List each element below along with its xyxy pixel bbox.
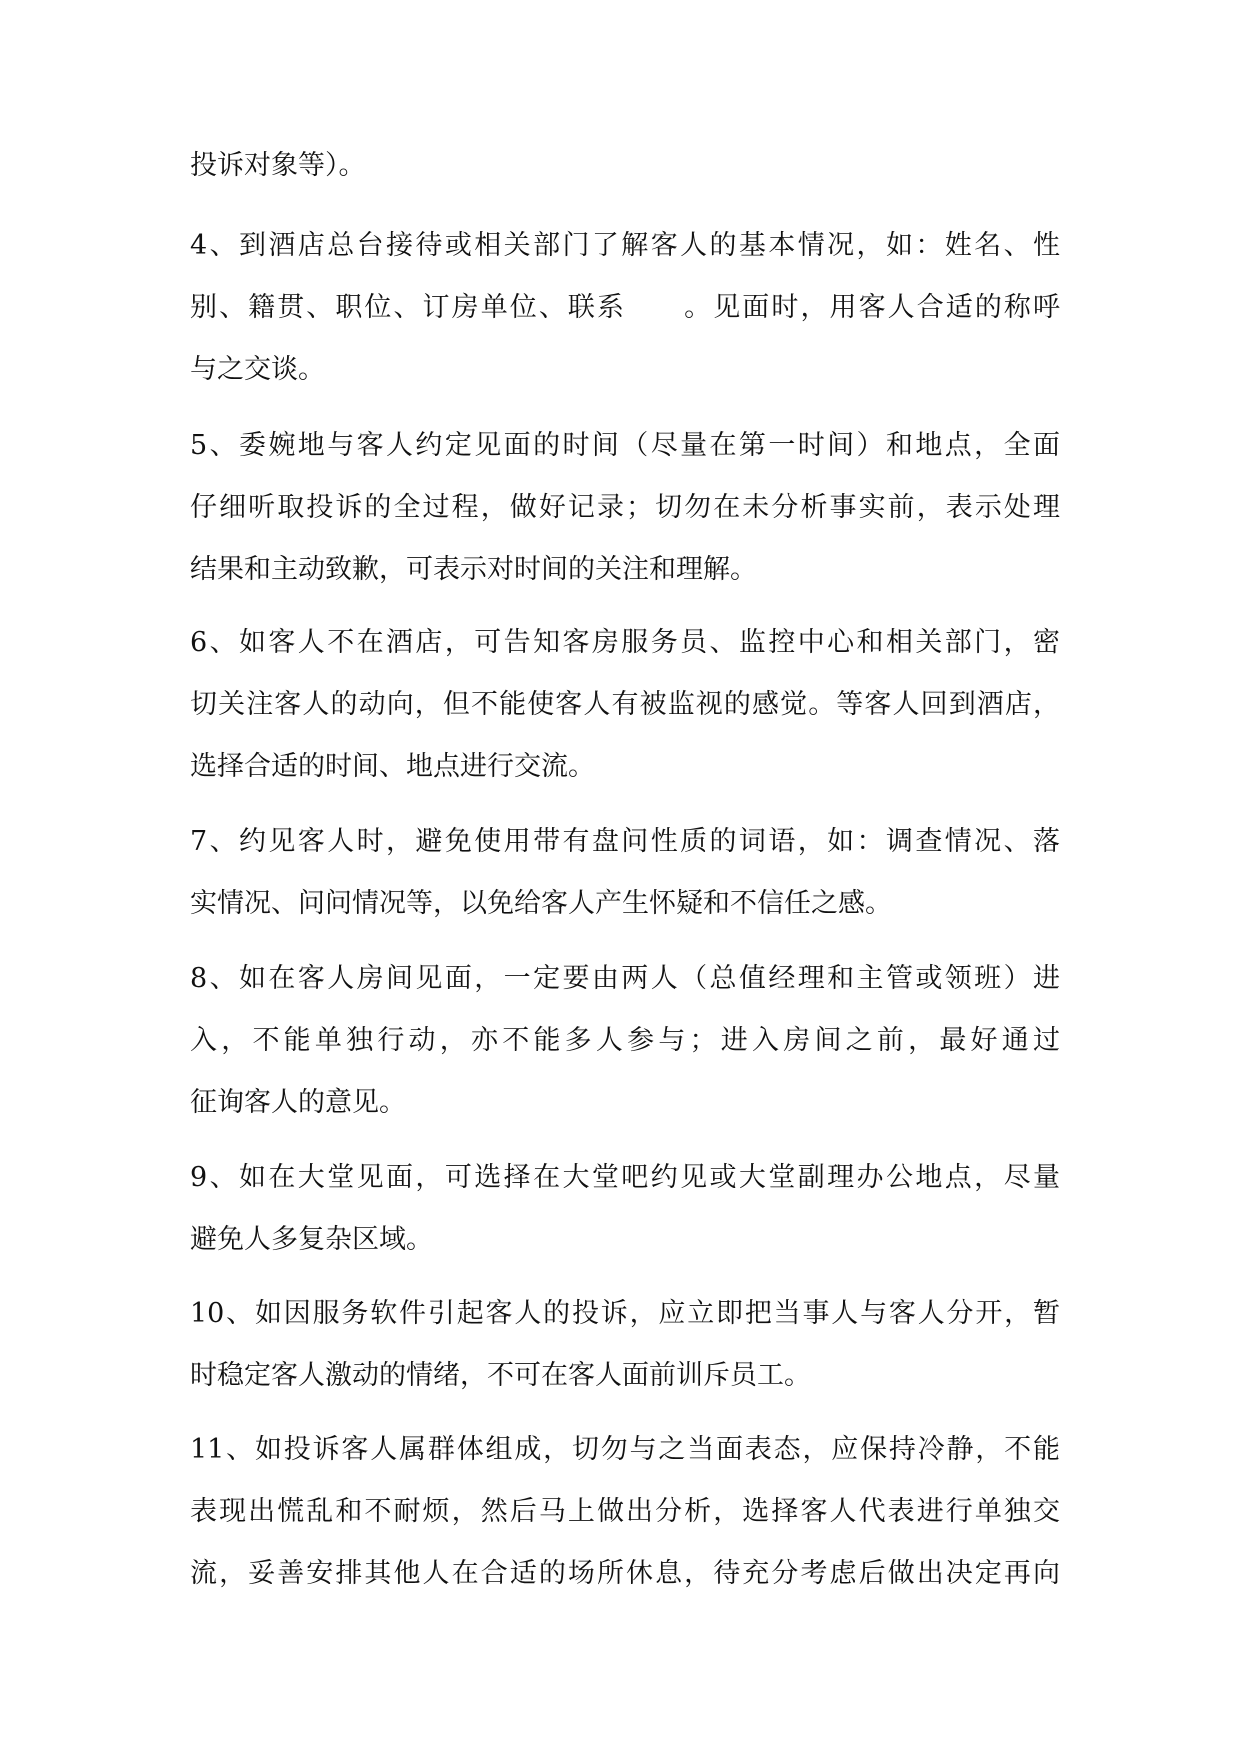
text-line: 8、如在客人房间见面，一定要由两人（总值经理和主管或领班）进 [190, 963, 1060, 994]
text-line: 6、如客人不在酒店，可告知客房服务员、监控中心和相关部门，密 [190, 627, 1060, 658]
text-line: 别、籍贯、职位、订房单位、联系 。见面时，用客人合适的称呼 [190, 292, 1060, 323]
text-line: 时稳定客人激动的情绪，不可在客人面前训斥员工。 [190, 1360, 811, 1391]
text-line: 10、如因服务软件引起客人的投诉，应立即把当事人与客人分开，暂 [190, 1298, 1060, 1329]
text-line: 流，妥善安排其他人在合适的场所休息，待充分考虑后做出决定再向 [190, 1558, 1060, 1589]
text-line: 结果和主动致歉，可表示对时间的关注和理解。 [190, 554, 757, 585]
text-line: 仔细听取投诉的全过程，做好记录；切勿在未分析事实前，表示处理 [190, 492, 1060, 523]
text-line: 投诉对象等）。 [190, 150, 366, 181]
text-line: 入，不能单独行动，亦不能多人参与；进入房间之前，最好通过 [190, 1025, 1060, 1056]
text-line: 避免人多复杂区域。 [190, 1224, 433, 1255]
text-line: 11、如投诉客人属群体组成，切勿与之当面表态，应保持冷静，不能 [190, 1434, 1060, 1465]
text-line: 征询客人的意见。 [190, 1087, 406, 1118]
text-line: 4、到酒店总台接待或相关部门了解客人的基本情况，如：姓名、性 [190, 230, 1060, 261]
text-line: 7、约见客人时，避免使用带有盘问性质的词语，如：调查情况、落 [190, 826, 1060, 857]
text-line: 选择合适的时间、地点进行交流。 [190, 751, 595, 782]
text-line: 与之交谈。 [190, 354, 325, 385]
text-line: 9、如在大堂见面，可选择在大堂吧约见或大堂副理办公地点，尽量 [190, 1162, 1060, 1193]
text-line: 5、委婉地与客人约定见面的时间（尽量在第一时间）和地点，全面 [190, 430, 1060, 461]
text-line: 切关注客人的动向，但不能使客人有被监视的感觉。等客人回到酒店， [190, 689, 1060, 720]
text-line: 表现出慌乱和不耐烦，然后马上做出分析，选择客人代表进行单独交 [190, 1496, 1060, 1527]
text-line: 实情况、问问情况等，以免给客人产生怀疑和不信任之感。 [190, 888, 892, 919]
